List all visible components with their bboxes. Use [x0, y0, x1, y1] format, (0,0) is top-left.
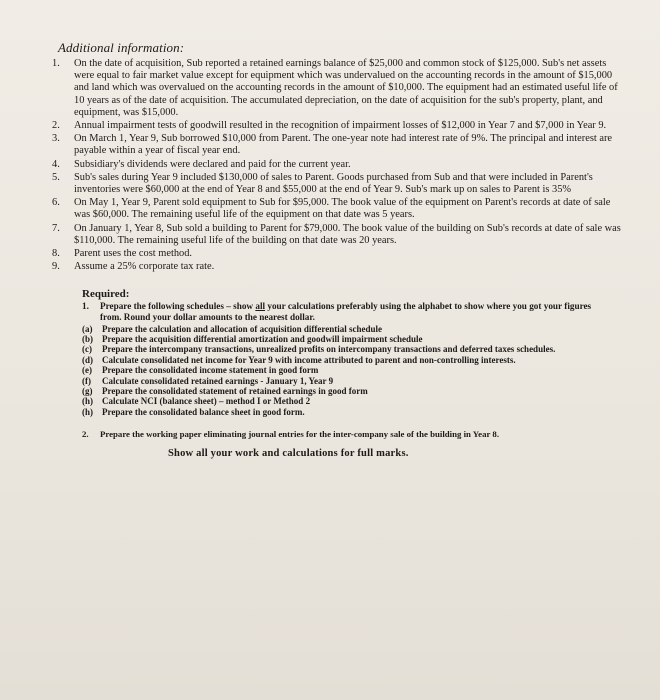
info-item-7: 7. On January 1, Year 8, Sub sold a building to Parent for $79,000. The book value of the building on Sub's records at date of sale was $110,000. The remaining useful life of the building on that date was 20 years.	[52, 222, 621, 246]
sub-item-a: (a) Prepare the calculation and allocation of acquisition differential schedule	[82, 323, 382, 334]
sub-item-f: (f) Calculate consolidated retained earnings - January 1, Year 9	[82, 375, 334, 386]
required-section	[82, 301, 602, 458]
emphasis-all: all	[255, 301, 266, 312]
sub-item-g: (g) Prepare the consolidated statement of retained earnings in good form	[82, 386, 368, 397]
sub-item-d: (d) Calculate consolidated net income for Year 9 with income attributed to parent and non-controlling interests.	[82, 354, 516, 365]
info-item-2: 2. Annual impairment tests of goodwill resulted in the recognition of impairment losses of $12,000 in Year 7 and $7,000 in Year 9.	[52, 120, 607, 132]
info-item-4: 4. Subsidiary's dividends were declared and paid for the current year.	[52, 158, 351, 170]
info-item-6: 6. On May 1, Year 9, Parent sold equipment to Sub for $95,000. The book value of the equipment on Parent's records at date of sale was $60,000. The remaining useful life of the equipment on that date was 5 years.	[52, 197, 611, 221]
additional-information-list	[52, 58, 622, 273]
sub-item-h-nci: (h) Calculate NCI (balance sheet) – method I or Method 2	[82, 396, 311, 407]
info-item-3: 3. On March 1, Year 9, Sub borrowed $10,000 from Parent. The one-year note had interest rate of 9%. The principal and interest are payable within a year of fiscal year end.	[52, 133, 613, 157]
info-item-5: 5. Sub's sales during Year 9 included $130,000 of sales to Parent. Goods purchased from Sub and that were included in Parent's inventories were $60,000 at the end of Year 8 and $55,000 at the end of Year 9. Sub's mark up on sales to Parent is 35%	[52, 171, 593, 196]
additional-information-heading: Additional information:	[58, 40, 185, 55]
info-item-8: 8. Parent uses the cost method.	[52, 248, 193, 260]
required-heading: Required:	[82, 288, 130, 301]
sub-item-c: (c) Prepare the intercompany transactions, unrealized profits on intercompany transactions and deferred taxes schedules.	[82, 344, 556, 355]
sub-item-b: (b) Prepare the acquisition differential amortization and goodwill impairment schedule	[82, 334, 423, 345]
required-question-2: 2. Prepare the working paper eliminating journal entries for the inter-company sale of the building in Year 8.	[82, 429, 500, 440]
info-item-1: 1. On the date of acquisition, Sub reported a retained earnings balance of $25,000 and common stock of $125,000. Sub's net assets were equal to fair market value except for equipment which was undervalued on the accounting records in the amount of $15,000 and land which was overvalued on the accounting records in the amount of $10,000. The equipment had an estimated useful life of 10 years as of the date of acquisition. The accumulated depreciation, on the date of acquisition for the sub's property, plant, and equipment, was $15,000.	[52, 58, 618, 118]
final-note: Show all your work and calculations for full marks.	[168, 447, 409, 459]
sub-item-h-balance-sheet: (h) Prepare the consolidated balance sheet in good form.	[82, 406, 305, 417]
document-sheet	[52, 40, 622, 459]
info-item-9: 9. Assume a 25% corporate tax rate.	[52, 261, 215, 273]
sub-item-e: (e) Prepare the consolidated income statement in good form	[82, 365, 319, 376]
required-question-1: 1. Prepare the following schedules – show all your calculations preferably using the alphabet to show where you got your figures from. Round your dollar amounts to the nearest dollar.	[82, 301, 592, 323]
